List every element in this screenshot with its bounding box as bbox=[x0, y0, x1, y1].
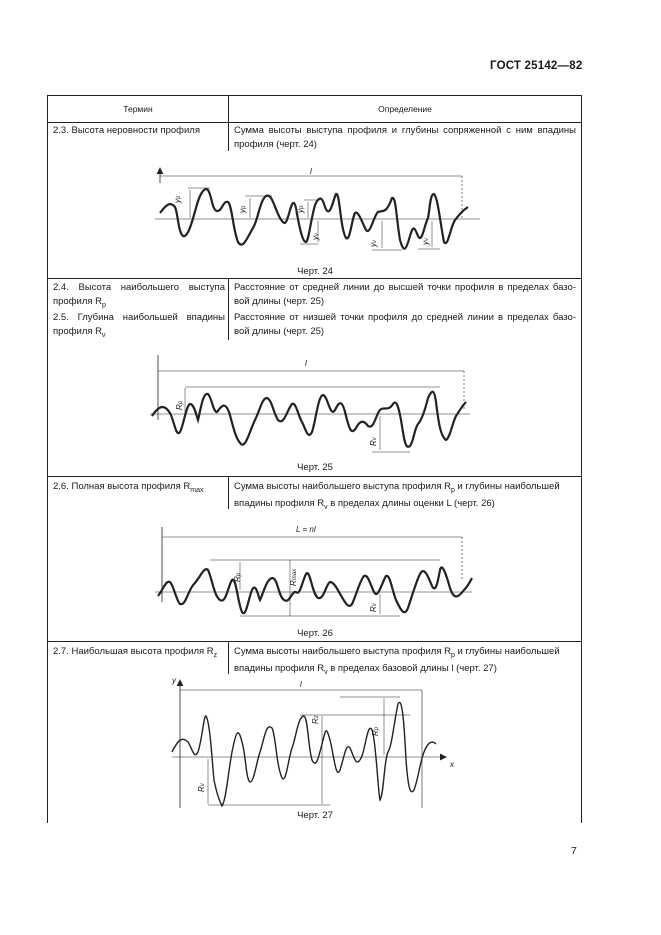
svg-text:yp: yp bbox=[238, 205, 247, 213]
svg-text:Rp: Rp bbox=[175, 400, 184, 410]
svg-text:yp: yp bbox=[173, 195, 182, 203]
svg-text:Rv: Rv bbox=[369, 437, 378, 446]
term-2-4-line2: профиля $R_p$ bbox=[53, 296, 106, 309]
terms-table bbox=[47, 95, 582, 823]
definition-2-6: Сумма высоты наибольшего выступа профиля $R_p$ и глубины наибольшей впадины профиля $R_v$ в пределах длины оценки L (черт. 26) bbox=[234, 481, 560, 512]
svg-text:Rp: Rp bbox=[233, 572, 242, 582]
figure-27-caption: Черт. 27 bbox=[297, 810, 333, 821]
figure-24-caption: Черт. 24 bbox=[297, 266, 333, 277]
svg-text:l: l bbox=[310, 167, 312, 176]
term-2-5-line1: 2.5. Глубина наибольшей впадины bbox=[53, 312, 225, 323]
svg-text:y: y bbox=[172, 676, 176, 685]
svg-text:L = nl: L = nl bbox=[296, 525, 316, 534]
standard-number: ГОСТ 25142—82 bbox=[490, 60, 583, 72]
term-2-7: 2.7. Наибольшая высота профиля $R_z$ bbox=[53, 646, 218, 659]
table-header bbox=[48, 96, 581, 123]
page-number: 7 bbox=[571, 845, 577, 857]
term-2-5-line2: профиля $R_v$ bbox=[53, 326, 106, 339]
svg-text:Rmax: Rmax bbox=[289, 568, 298, 586]
svg-text:yp: yp bbox=[296, 205, 305, 213]
definition-2-4-line2: вой длины (черт. 25) bbox=[234, 296, 325, 307]
svg-text:Rp: Rp bbox=[371, 726, 380, 736]
term-2-3: 2.3. Высота неровности профиля bbox=[53, 125, 200, 136]
column-header-definition: Определение bbox=[378, 104, 432, 114]
definition-2-3: Сумма высоты выступа профиля и глубины сопряженной с ним впадины профиля (черт. 24) bbox=[234, 125, 576, 150]
svg-text:Rv: Rv bbox=[369, 603, 378, 612]
term-2-6: 2.6. Полная высота профиля $R_{max}$ bbox=[53, 481, 204, 494]
term-2-4-line1: 2.4. Высота наибольшего выступа bbox=[53, 282, 225, 293]
definition-2-4-line1: Расстояние от средней линии до высшей точки профиля в пределах базо- bbox=[234, 282, 576, 293]
svg-text:x: x bbox=[450, 760, 454, 769]
column-header-term: Термин bbox=[123, 104, 153, 114]
svg-text:yv: yv bbox=[311, 233, 320, 240]
svg-text:l: l bbox=[300, 680, 302, 689]
svg-text:Rv: Rv bbox=[197, 783, 206, 792]
figure-26-caption: Черт. 26 bbox=[297, 628, 333, 639]
figure-25-caption: Черт. 25 bbox=[297, 462, 333, 473]
definition-2-7: Сумма высоты наибольшего выступа профиля $R_p$ и глубины наибольшей впадины профиля $R_v$ в пределах базовой длины l (черт. 27) bbox=[234, 646, 560, 677]
svg-text:yv: yv bbox=[421, 238, 430, 245]
definition-2-5-line2: вой длины (черт. 25) bbox=[234, 326, 325, 337]
svg-text:yv: yv bbox=[369, 240, 378, 247]
svg-text:Rz: Rz bbox=[311, 715, 320, 724]
svg-text:l: l bbox=[305, 359, 307, 368]
definition-2-5-line1: Расстояние от низшей точки профиля до средней линии в пределах базо- bbox=[234, 312, 576, 323]
